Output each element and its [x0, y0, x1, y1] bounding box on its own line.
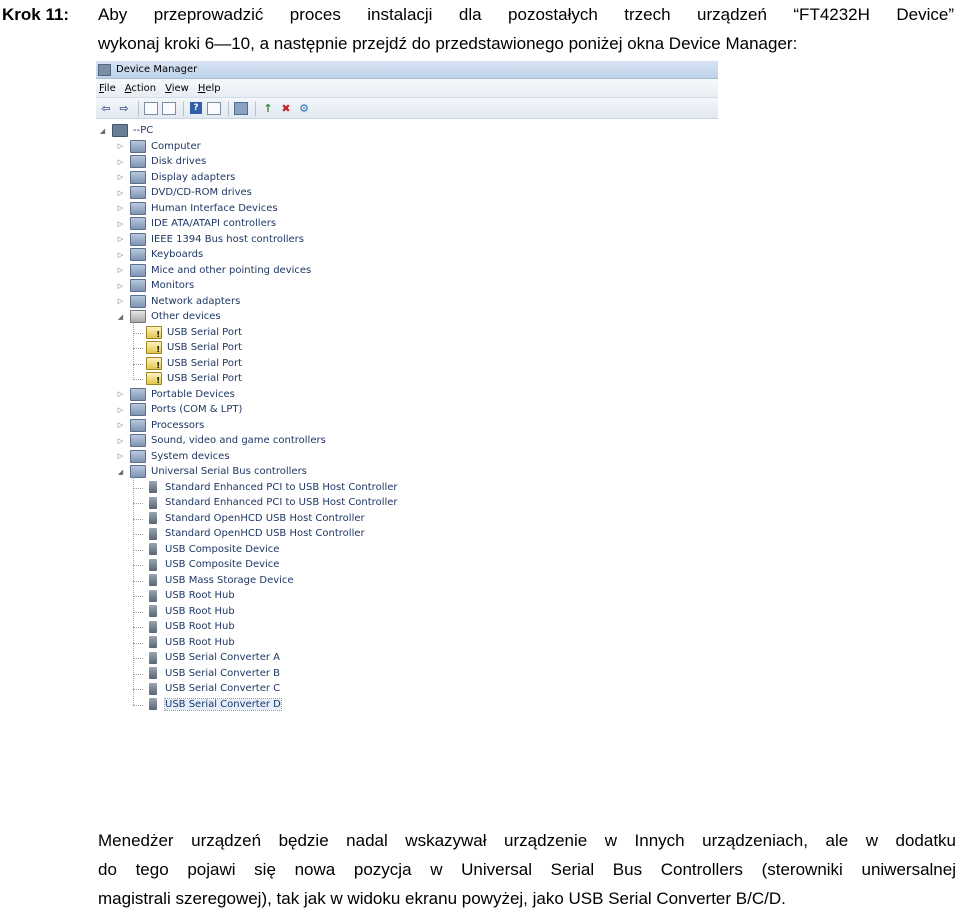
toolbar-separator: [255, 101, 256, 116]
tree-device[interactable]: [146, 557, 279, 572]
usb-plug-icon: [149, 652, 157, 664]
tree-item-label: Standard OpenHCD USB Host Controller: [165, 512, 365, 524]
collapse-arrow-icon[interactable]: ◢: [117, 312, 124, 321]
tree-connector: [133, 364, 143, 365]
device-category-icon: [130, 155, 146, 168]
usb-plug-icon: [149, 590, 157, 602]
device-category-icon: [130, 202, 146, 215]
tree-connector: [133, 348, 143, 349]
device-category-icon: [130, 388, 146, 401]
usb-plug-icon: [149, 497, 157, 509]
usb-plug-icon: [149, 621, 157, 633]
tree-connector: [133, 627, 143, 628]
tree-device[interactable]: [146, 697, 281, 712]
tree-connector: [133, 658, 143, 659]
device-category-icon: [130, 450, 146, 463]
tree-device[interactable]: [146, 542, 279, 557]
tree-item-label: USB Composite Device: [165, 559, 280, 570]
collapse-arrow-icon[interactable]: ◢: [117, 467, 124, 476]
tree-item-label: USB Mass Storage Device: [165, 574, 294, 586]
tree-item-label: IEEE 1394 Bus host controllers: [151, 233, 304, 245]
toolbar-separator: [138, 101, 139, 116]
tree-connector: [133, 565, 143, 566]
device-category-icon: [130, 279, 146, 292]
tree-device[interactable]: [146, 681, 280, 696]
expand-arrow-icon[interactable]: ▷: [117, 421, 124, 429]
tree-connector: [133, 379, 143, 380]
usb-plug-icon: [149, 636, 157, 648]
tree-device[interactable]: [146, 340, 242, 355]
tree-item-label: Standard Enhanced PCI to USB Host Controller: [165, 497, 398, 508]
tree-item-label: USB Root Hub: [165, 621, 235, 632]
warning-device-icon: [146, 357, 162, 370]
tree-device[interactable]: [146, 526, 365, 541]
tree-item-label: USB Serial Converter B: [165, 667, 281, 679]
help-icon[interactable]: ?: [188, 101, 204, 115]
device-category-icon: [130, 217, 146, 230]
tree-device[interactable]: [146, 666, 280, 681]
toolbar: [96, 98, 718, 119]
usb-plug-icon: [149, 683, 157, 695]
outro-line: Menedżer urządzeń będzie nadal wskazywał urządzenie w Innych urządzeniach, ale w dodatku: [98, 831, 956, 850]
tree-item-label: USB Serial Port: [167, 342, 243, 353]
expand-arrow-icon[interactable]: ▷: [117, 297, 124, 305]
tree-item-label: Universal Serial Bus controllers: [151, 466, 307, 477]
tree-device[interactable]: [146, 650, 280, 665]
warning-device-icon: [146, 326, 162, 339]
intro-paragraph: [98, 0, 954, 58]
menu-help[interactable]: Help: [197, 82, 221, 94]
usb-plug-icon: [149, 543, 157, 555]
window-title-bar: [96, 61, 718, 79]
tree-connector: [133, 322, 134, 380]
step-label: Krok 11:: [2, 5, 70, 24]
outro-paragraph: [98, 826, 956, 913]
tree-item-label: Mice and other pointing devices: [151, 264, 312, 276]
tree-connector: [133, 689, 143, 690]
device-category-icon: [130, 233, 146, 246]
tree-item-label: --PC: [133, 125, 154, 136]
window-title: Device Manager: [116, 64, 198, 75]
disable-icon[interactable]: ⚙: [299, 101, 309, 115]
tree-category[interactable]: [116, 139, 201, 154]
tree-category[interactable]: [116, 449, 230, 464]
expand-arrow-icon[interactable]: ▷: [117, 405, 124, 414]
tree-item-label: USB Serial Converter D: [165, 698, 281, 710]
tree-connector: [133, 519, 143, 520]
usb-plug-icon: [149, 559, 157, 571]
tree-item-label: USB Serial Port: [167, 373, 243, 384]
tree-item-label: Other devices: [151, 311, 221, 322]
tree-category[interactable]: [116, 418, 204, 433]
tree-item-label: Sound, video and game controllers: [151, 435, 326, 446]
expand-arrow-icon[interactable]: ▷: [117, 235, 124, 243]
menu-file[interactable]: File: [99, 82, 116, 94]
collapse-arrow-icon[interactable]: ◢: [99, 126, 106, 135]
device-category-icon: [130, 140, 146, 153]
tree-item-label: USB Root Hub: [165, 590, 235, 601]
tree-item-label: USB Root Hub: [165, 636, 235, 648]
tree-item-label: Keyboards: [151, 249, 204, 260]
tree-device[interactable]: [146, 371, 242, 386]
usb-plug-icon: [149, 698, 157, 710]
tree-connector: [133, 503, 143, 504]
tree-item-label: Display adapters: [151, 171, 236, 183]
menu-action[interactable]: Action: [124, 82, 157, 94]
tree-category[interactable]: [116, 185, 252, 200]
tree-item-label: Portable Devices: [151, 388, 235, 400]
tree-root-pc[interactable]: [98, 123, 153, 138]
tree-category[interactable]: [116, 402, 242, 417]
properties-icon[interactable]: [143, 101, 159, 115]
tree-category[interactable]: [116, 170, 235, 185]
tree-item-label: Human Interface Devices: [151, 202, 278, 214]
tree-item-label: Standard OpenHCD USB Host Controller: [165, 528, 365, 539]
tree-category[interactable]: [116, 201, 278, 216]
tree-connector: [133, 612, 143, 613]
usb-plug-icon: [149, 528, 157, 540]
expand-arrow-icon[interactable]: ▷: [117, 390, 124, 398]
tree-item-label: DVD/CD-ROM drives: [151, 187, 252, 198]
tree-item-label: USB Serial Converter C: [165, 683, 281, 694]
device-category-icon: [130, 264, 146, 277]
tree-item-label: IDE ATA/ATAPI controllers: [151, 218, 277, 229]
tree-connector: [133, 674, 143, 675]
tree-device[interactable]: [146, 619, 235, 634]
tree-item-label: Computer: [151, 140, 201, 152]
tree-item-label: USB Serial Port: [167, 326, 243, 338]
intro-line: wykonaj kroki 6—10, a następnie przejdź do przedstawionego poniżej okna Device Manager:: [98, 34, 798, 53]
expand-arrow-icon[interactable]: ▷: [117, 157, 124, 166]
device-category-icon: [130, 248, 146, 261]
usb-plug-icon: [149, 512, 157, 524]
computer-icon: [112, 124, 128, 137]
expand-arrow-icon[interactable]: ▷: [117, 188, 124, 197]
tree-category[interactable]: [116, 433, 326, 448]
tree-item-label: Monitors: [151, 280, 195, 291]
usb-plug-icon: [149, 574, 157, 586]
tree-device[interactable]: [146, 573, 294, 588]
back-arrow-icon[interactable]: ⇦: [101, 101, 111, 115]
usb-plug-icon: [149, 481, 157, 493]
tree-item-label: USB Composite Device: [165, 543, 280, 555]
tree-item-label: Disk drives: [151, 156, 207, 167]
outro-line: do tego pojawi się nowa pozycja w Universal Serial Bus Controllers (sterowniki uniwersalnej: [98, 860, 956, 879]
tree-connector: [133, 596, 143, 597]
outro-line: magistrali szeregowej), tak jak w widoku ekranu powyżej, jako USB Serial Converter B/C/D.: [98, 889, 786, 908]
enable-icon[interactable]: ↑: [263, 101, 273, 115]
tree-category[interactable]: [116, 216, 276, 231]
tree-device[interactable]: [146, 495, 398, 510]
update-driver-icon[interactable]: [206, 101, 222, 115]
device-manager-window: [96, 61, 718, 721]
forward-arrow-icon[interactable]: ⇨: [119, 101, 129, 115]
device-manager-icon: [98, 64, 111, 76]
warning-device-icon: [146, 372, 162, 385]
tree-item-label: Network adapters: [151, 295, 241, 307]
tree-category[interactable]: [116, 154, 206, 169]
console-tree-icon[interactable]: [161, 101, 177, 115]
tree-item-label: USB Root Hub: [165, 605, 235, 617]
expand-arrow-icon[interactable]: ▷: [117, 266, 124, 274]
tree-connector: [133, 643, 143, 644]
usb-plug-icon: [149, 667, 157, 679]
device-category-icon: [130, 186, 146, 199]
tree-item-label: USB Serial Port: [167, 357, 243, 369]
usb-plug-icon: [149, 605, 157, 617]
tree-item-label: System devices: [151, 450, 230, 462]
tree-category[interactable]: [116, 387, 235, 402]
expand-arrow-icon[interactable]: ▷: [117, 173, 124, 181]
expand-arrow-icon[interactable]: ▷: [117, 219, 124, 228]
uninstall-icon[interactable]: ✖: [281, 101, 291, 115]
tree-connector: [133, 581, 143, 582]
expand-arrow-icon[interactable]: ▷: [117, 204, 124, 212]
expand-arrow-icon[interactable]: ▷: [117, 142, 124, 150]
toolbar-separator: [228, 101, 229, 116]
tree-device[interactable]: [146, 604, 235, 619]
tree-category[interactable]: [116, 464, 307, 479]
scan-hardware-icon[interactable]: [233, 101, 249, 115]
expand-arrow-icon[interactable]: ▷: [117, 281, 124, 290]
intro-line: Aby przeprowadzić proces instalacji dla pozostałych trzech urządzeń “FT4232H Device”: [98, 5, 954, 24]
tree-connector: [133, 550, 143, 551]
menu-view[interactable]: View: [165, 82, 189, 94]
tree-connector: [133, 705, 143, 706]
tree-device[interactable]: [146, 635, 235, 650]
tree-device[interactable]: [146, 588, 235, 603]
toolbar-separator: [183, 101, 184, 116]
tree-category[interactable]: [116, 247, 203, 262]
device-category-icon: [130, 419, 146, 432]
expand-arrow-icon[interactable]: ▷: [117, 436, 124, 445]
device-tree: [96, 119, 718, 710]
device-category-icon: [130, 295, 146, 308]
tree-category[interactable]: [116, 232, 304, 247]
device-category-icon: [130, 171, 146, 184]
tree-item-label: Processors: [151, 419, 205, 431]
tree-connector: [133, 534, 143, 535]
tree-category[interactable]: [116, 278, 194, 293]
tree-device[interactable]: [146, 511, 365, 526]
tree-category[interactable]: [116, 294, 240, 309]
device-category-icon: [130, 434, 146, 447]
tree-item-label: Ports (COM & LPT): [151, 404, 243, 415]
tree-connector: [133, 488, 143, 489]
tree-item-label: Standard Enhanced PCI to USB Host Controller: [165, 481, 398, 493]
tree-connector: [133, 477, 134, 706]
warning-device-icon: [146, 341, 162, 354]
tree-category[interactable]: [116, 263, 311, 278]
device-category-icon: [130, 403, 146, 416]
tree-connector: [133, 333, 143, 334]
tree-item-label: USB Serial Converter A: [165, 652, 281, 663]
tree-category[interactable]: [116, 309, 221, 324]
menu-bar: [96, 79, 718, 98]
tree-device[interactable]: [146, 325, 242, 340]
tree-device[interactable]: [146, 480, 398, 495]
expand-arrow-icon[interactable]: ▷: [117, 250, 124, 259]
expand-arrow-icon[interactable]: ▷: [117, 452, 124, 460]
tree-device[interactable]: [146, 356, 242, 371]
